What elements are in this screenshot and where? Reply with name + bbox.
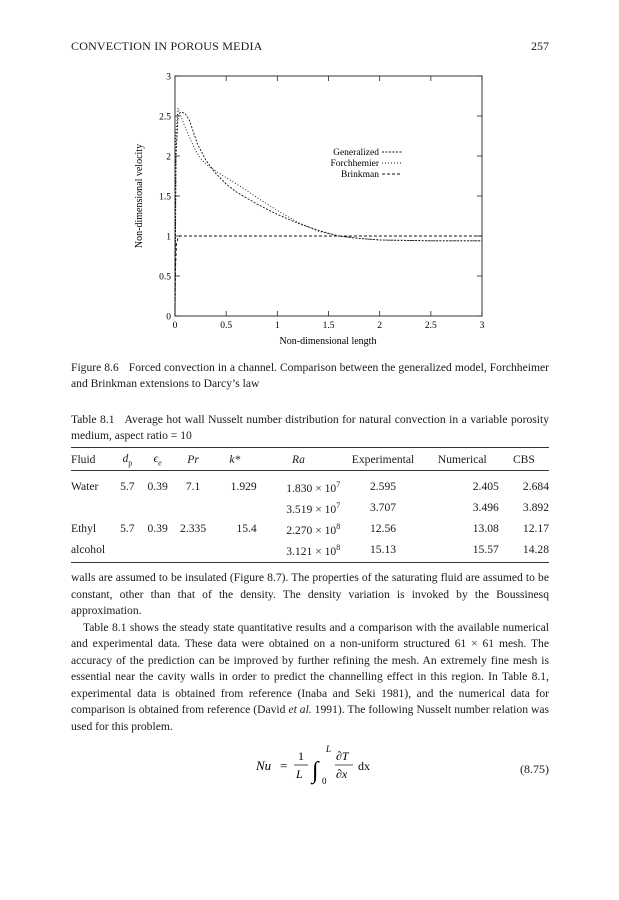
equation-number: (8.75) — [520, 762, 549, 776]
nusselt-table — [71, 447, 549, 563]
nusselt-equation — [256, 740, 436, 788]
cell-eps — [142, 497, 173, 518]
eq-frac-den: L — [296, 767, 303, 781]
cell-numerical: 13.08 — [472, 521, 499, 535]
cell-ra: $3.519 \times 10^7$ — [286, 501, 341, 517]
cell-cbs: 2.684 — [522, 480, 549, 494]
col-pr: Pr — [173, 448, 213, 471]
cell-experimental: 15.13 — [340, 539, 426, 562]
y-tick-label: 0 — [166, 312, 171, 323]
page-number: 257 — [531, 39, 549, 53]
cell-fluid: Water — [71, 480, 99, 494]
plot-frame — [175, 76, 482, 316]
cell-k — [213, 539, 257, 562]
col-experimental: Experimental — [340, 448, 426, 471]
eq-lhs: Nu — [256, 758, 272, 773]
col-cbs: CBS — [499, 448, 549, 471]
y-tick-label: 1.5 — [159, 192, 171, 203]
eq-equals: = — [280, 758, 288, 773]
velocity-chart — [120, 62, 500, 352]
eq-frac-num: 1 — [298, 749, 304, 763]
cell-ra: $1.830 \times 10^7$ — [286, 480, 341, 496]
cell-eps: 0.39 — [147, 480, 168, 494]
table-row — [71, 497, 549, 518]
x-tick-label: 2.5 — [424, 321, 437, 331]
col-fluid: Fluid — [71, 448, 113, 471]
cell-k — [213, 497, 257, 518]
y-tick-label: 2 — [166, 152, 171, 163]
y-axis-label: Non-dimensional velocity — [134, 143, 145, 249]
col-eps: $\epsilon_e$ — [142, 448, 173, 471]
cell-ra: $3.121 \times 10^8$ — [257, 539, 340, 562]
col-numerical: Numerical — [426, 448, 499, 471]
cell-k: 1.929 — [230, 480, 257, 494]
table-caption — [71, 412, 549, 444]
eq-upper-limit: L — [326, 744, 332, 754]
table-row — [71, 471, 549, 497]
y-tick-label: 3 — [166, 72, 171, 83]
cell-experimental: 12.56 — [369, 521, 397, 535]
cell-experimental: 2.595 — [369, 480, 397, 494]
cell-pr: 7.1 — [185, 480, 201, 494]
cell-fluid: alcohol — [71, 539, 113, 562]
eq-dx: dx — [358, 759, 370, 773]
cell-pr — [173, 539, 213, 562]
cell-k: 15.4 — [236, 521, 257, 535]
cell-pr: 2.335 — [180, 521, 207, 535]
cell-numerical: 3.496 — [472, 501, 499, 515]
col-k: k* — [213, 448, 257, 471]
cell-cbs: 3.892 — [522, 501, 549, 515]
series-line-generalized — [175, 112, 482, 316]
cell-eps: 0.39 — [147, 521, 168, 535]
cell-pr — [173, 497, 213, 518]
y-tick-label: 1 — [166, 232, 171, 243]
x-axis-label: Non-dimensional length — [279, 336, 377, 347]
table-row — [71, 518, 549, 539]
legend-label: Forchhemier — [330, 159, 379, 169]
equation-8-75 — [71, 740, 549, 786]
legend-label: Brinkman — [341, 170, 379, 180]
cell-dp — [113, 539, 142, 562]
series-line-brinkman — [175, 236, 482, 316]
table-row — [71, 539, 549, 562]
table-label: Table 8.1 — [71, 413, 115, 426]
cell-dp: 5.7 — [120, 521, 135, 535]
figure-label: Figure 8.6 — [71, 361, 119, 374]
eq-integral: ∫ — [312, 758, 319, 784]
eq-dx-den: ∂x — [336, 767, 348, 781]
cell-numerical: 15.57 — [426, 539, 499, 562]
cell-experimental: 3.707 — [369, 501, 397, 515]
cell-dp: 5.7 — [120, 480, 135, 494]
x-tick-label: 3 — [479, 321, 485, 331]
legend-label: Generalized — [333, 148, 379, 158]
series-line-forchhemier — [175, 108, 482, 316]
x-tick-label: 0.5 — [220, 321, 233, 331]
x-tick-label: 0 — [172, 321, 178, 331]
eq-lower-limit: 0 — [322, 776, 327, 786]
x-tick-label: 1.5 — [322, 321, 335, 331]
cell-cbs: 14.28 — [499, 539, 549, 562]
col-ra: Ra — [257, 448, 340, 471]
cell-dp — [113, 497, 142, 518]
figure-caption-text: Forced convection in a channel. Comparison between the generalized model, Forchheimer and Brinkman extensions to Darcy’s law — [71, 361, 549, 390]
y-tick-label: 0.5 — [159, 272, 171, 283]
paragraph-2: Table 8.1 shows the steady state quantitative results and a comparison with the available numerical and experimental data. These data were obtained on a non-uniform structured 61 × 61 mesh. The accuracy of the prediction can be improved by further refining the mesh. An extremely fine mesh is essential near the cavity walls in order to predict the channelling effect in this region. In Table 8.1, experimental data is obtained from reference (Inaba and Seki 1981), and the numerical data for comparison is obtained from reference (David et al. 1991). The following Nusselt number relation was used for this problem. — [71, 620, 549, 733]
table-header-row — [71, 448, 549, 471]
x-tick-label: 2 — [377, 321, 383, 331]
cell-fluid — [71, 497, 113, 518]
body-text — [71, 570, 549, 735]
table-caption-text: Average hot wall Nusselt number distribution for natural convection in a variable porosity medium, aspect ratio = 10 — [71, 413, 549, 442]
paragraph-1: walls are assumed to be insulated (Figure 8.7). The properties of the saturating fluid are assumed to be constant, other than that of the density. The density variation is invoked by the Boussinesq approximation. — [71, 571, 549, 617]
cell-fluid: Ethyl — [71, 521, 97, 535]
running-header — [71, 39, 549, 55]
y-tick-label: 2.5 — [159, 112, 171, 123]
eq-dT: ∂T — [336, 749, 349, 763]
col-dp: $d_p$ — [113, 448, 142, 471]
x-tick-label: 1 — [274, 321, 280, 331]
cell-numerical: 2.405 — [472, 480, 499, 494]
cell-eps — [142, 539, 173, 562]
running-title: CONVECTION IN POROUS MEDIA — [71, 39, 263, 53]
figure-caption — [71, 360, 549, 392]
cell-ra: $2.270 \times 10^8$ — [286, 522, 341, 537]
cell-cbs: 12.17 — [522, 521, 549, 535]
